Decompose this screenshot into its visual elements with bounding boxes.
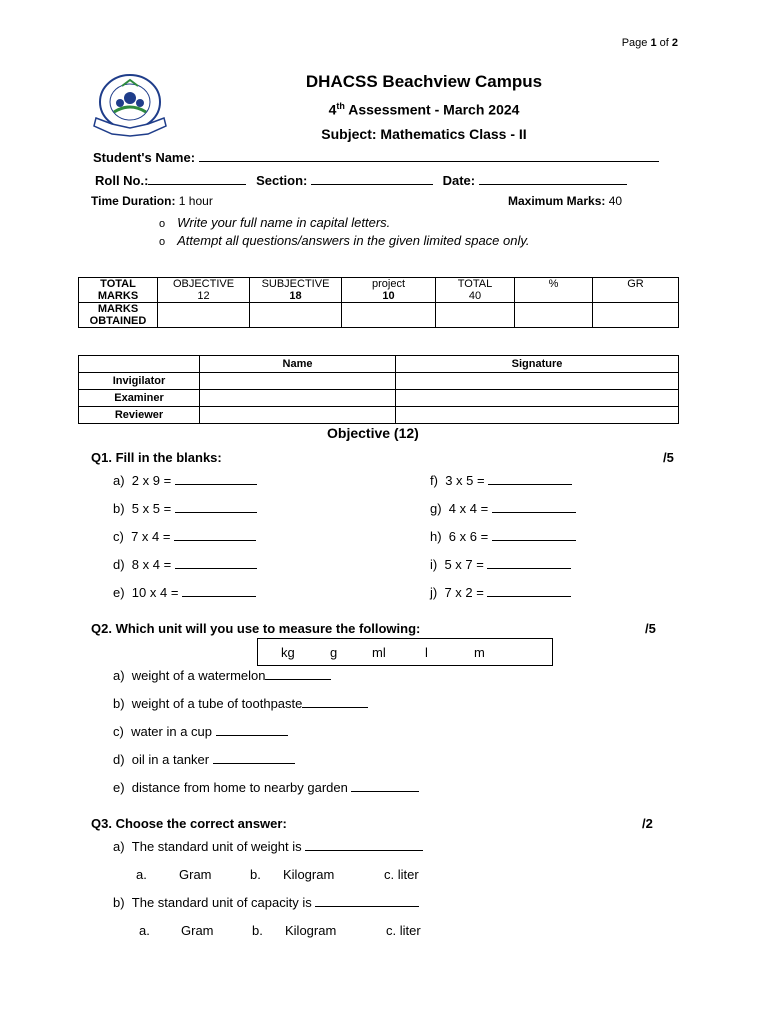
q3-b-options: a. Gram b. Kilogram c. liter [139, 923, 421, 938]
answer-blank[interactable] [175, 568, 257, 569]
q1-marks: /5 [663, 450, 674, 465]
option-liter[interactable]: c. liter [386, 923, 421, 938]
q3-item-a: a) The standard unit of weight is [113, 839, 423, 854]
q2-item-d: d) oil in a tanker [113, 752, 295, 767]
invigilator-name-cell[interactable] [200, 373, 396, 390]
objective-heading: Objective (12) [327, 425, 419, 441]
unit-m: m [474, 645, 485, 660]
date-field[interactable] [479, 184, 627, 185]
reviewer-signature-cell[interactable] [396, 407, 679, 424]
reviewer-name-cell[interactable] [200, 407, 396, 424]
q2-item-b: b) weight of a tube of toothpaste [113, 696, 368, 711]
q3-title: Q3. Choose the correct answer: [91, 816, 287, 831]
q2-item-e: e) distance from home to nearby garden [113, 780, 419, 795]
maximum-marks: Maximum Marks: 40 [508, 194, 623, 208]
q3-item-b: b) The standard unit of capacity is [113, 895, 419, 910]
unit-l: l [425, 645, 428, 660]
page-number: Page 1 of 2 [621, 37, 678, 49]
instruction-2: o Attempt all questions/answers in the given limited space only. [159, 233, 530, 248]
percent-cell[interactable] [515, 303, 593, 328]
q1-item-h: h) 6 x 6 = [430, 529, 576, 544]
unit-kg: kg [281, 645, 295, 660]
q3-a-options: a. Gram b. Kilogram c. liter [136, 867, 419, 882]
answer-blank[interactable] [492, 540, 576, 541]
student-name-field[interactable]: Student's Name: [93, 150, 659, 165]
answer-blank[interactable] [487, 568, 571, 569]
invigilator-signature-cell[interactable] [396, 373, 679, 390]
marks-table: TOTAL MARKS OBJECTIVE 12 SUBJECTIVE 18 project 10 TOTAL 40 % GR MARKS OBTAINED [78, 277, 679, 328]
answer-blank[interactable] [174, 540, 256, 541]
q1-item-c: c) 7 x 4 = [113, 529, 256, 544]
option-gram[interactable]: Gram [179, 867, 212, 882]
option-liter[interactable]: c. liter [384, 867, 419, 882]
q2-marks: /5 [645, 621, 656, 636]
answer-blank[interactable] [213, 763, 295, 764]
total-marks-cell[interactable] [436, 303, 515, 328]
answer-blank[interactable] [265, 679, 331, 680]
objective-marks-cell[interactable] [158, 303, 250, 328]
q1-item-d: d) 8 x 4 = [113, 557, 257, 572]
q2-title: Q2. Which unit will you use to measure the following: [91, 621, 421, 636]
instruction-1: o Write your full name in capital letters. [159, 215, 391, 230]
examiner-signature-cell[interactable] [396, 390, 679, 407]
project-marks-cell[interactable] [342, 303, 436, 328]
option-kilogram[interactable]: Kilogram [283, 867, 335, 882]
q1-item-a: a) 2 x 9 = [113, 473, 257, 488]
q2-item-a: a) weight of a watermelon [113, 668, 331, 683]
roll-no-label: Roll No.: [95, 173, 149, 188]
school-name: DHACSS Beachview Campus [305, 72, 543, 91]
answer-blank[interactable] [487, 596, 571, 597]
q1-item-g: g) 4 x 4 = [430, 501, 576, 516]
q1-item-e: e) 10 x 4 = [113, 585, 256, 600]
date-label: Date: [442, 173, 476, 188]
time-duration: Time Duration: 1 hour [91, 194, 213, 208]
option-gram[interactable]: Gram [181, 923, 214, 938]
staff-table: Name Signature Invigilator Examiner Reviewer [78, 355, 679, 424]
subjective-marks-cell[interactable] [250, 303, 342, 328]
q2-item-c: c) water in a cup [113, 724, 288, 739]
answer-blank[interactable] [182, 596, 256, 597]
section-label: Section: [256, 173, 308, 188]
answer-blank[interactable] [351, 791, 419, 792]
bullet-icon: o [159, 218, 166, 230]
answer-blank[interactable] [216, 735, 288, 736]
examiner-name-cell[interactable] [200, 390, 396, 407]
q3-marks: /2 [642, 816, 653, 831]
q1-item-f: f) 3 x 5 = [430, 473, 572, 488]
answer-blank[interactable] [302, 707, 368, 708]
unit-g: g [330, 645, 338, 660]
answer-blank[interactable] [305, 850, 423, 851]
q1-item-i: i) 5 x 7 = [430, 557, 571, 572]
bullet-icon: o [159, 236, 166, 248]
option-kilogram[interactable]: Kilogram [285, 923, 337, 938]
answer-blank[interactable] [175, 484, 257, 485]
roll-section-date-row [95, 173, 627, 188]
assessment-title: 4th Assessment - March 2024 [328, 101, 520, 118]
subject-title: Subject: Mathematics Class - II [321, 126, 527, 142]
answer-blank[interactable] [315, 906, 419, 907]
answer-blank[interactable] [175, 512, 257, 513]
q1-item-j: j) 7 x 2 = [430, 585, 571, 600]
unit-ml: ml [372, 645, 386, 660]
q1-title: Q1. Fill in the blanks: [91, 450, 222, 465]
units-box [257, 638, 553, 666]
answer-blank[interactable] [488, 484, 572, 485]
answer-blank[interactable] [492, 512, 576, 513]
grade-cell[interactable] [593, 303, 679, 328]
roll-no-field[interactable] [148, 184, 246, 185]
q1-item-b: b) 5 x 5 = [113, 501, 257, 516]
section-field[interactable] [311, 184, 433, 185]
